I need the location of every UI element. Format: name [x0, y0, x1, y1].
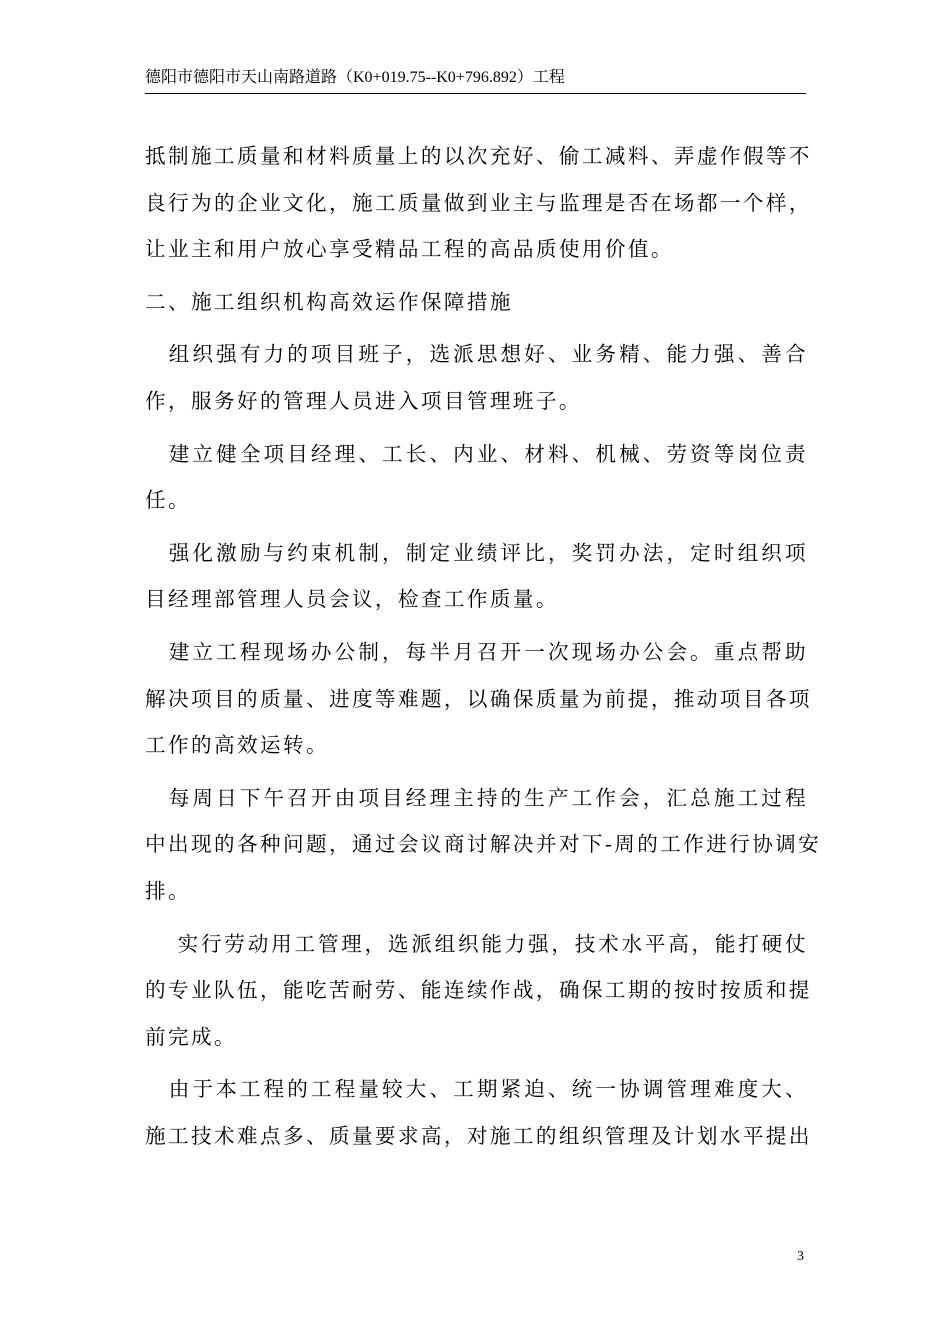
text-line: 良行为的企业文化，施工质量做到业主与监理是否在场都一个样，: [145, 190, 812, 215]
text-line: 前完成。: [145, 1024, 237, 1049]
paragraph-incentive: [145, 530, 808, 623]
text-line: 目经理部管理人员会议，检查工作质量。: [145, 587, 559, 612]
text-line: 强化激励与约束机制，制定业绩评比，奖罚办法，定时组织项: [145, 540, 808, 565]
text-line: 实行劳动用工管理，选派组织能力强，技术水平高，能打硬仗: [145, 931, 808, 956]
paragraph-project-team: [145, 331, 808, 424]
section-heading: [145, 279, 808, 326]
paragraph-weekly-meeting: [145, 775, 822, 915]
paragraph-labor-management: [145, 921, 812, 1061]
text-line: 解决项目的质量、进度等难题，以确保质量为前提，推动项目各项: [145, 686, 812, 711]
paragraph-project-difficulty: [145, 1066, 812, 1159]
header-title: 德阳市德阳市天山南路道路（K0+019.75--K0+796.892）工程: [145, 69, 565, 86]
text-line: 的专业队伍，能吃苦耐劳、能连续作战，确保工期的按时按质和提: [145, 978, 812, 1003]
text-line: 每周日下午召开由项目经理主持的生产工作会，汇总施工过程: [145, 785, 808, 810]
text-line: 施工技术难点多、质量要求高，对施工的组织管理及计划水平提出: [145, 1123, 812, 1148]
text-line: 组织强有力的项目班子，选派思想好、业务精、能力强、善合: [145, 342, 808, 367]
text-line: 建立健全项目经理、工长、内业、材料、机械、劳资等岗位责: [145, 441, 808, 466]
text-line: 抵制施工质量和材料质量上的以次充好、偷工减料、弄虚作假等不: [145, 144, 812, 168]
text-line: 任。: [145, 488, 191, 513]
paragraph-quality-culture: [145, 133, 812, 273]
document-body: [145, 133, 822, 1159]
paragraph-site-office: [145, 629, 812, 769]
page-number: 3: [797, 1249, 804, 1264]
text-line: 工作的高效运转。: [145, 733, 329, 758]
page-header: [145, 66, 806, 94]
text-line: 作，服务好的管理人员进入项目管理班子。: [145, 388, 582, 413]
section-heading-text: 二、施工组织机构高效运作保障措施: [145, 289, 513, 314]
paragraph-responsibility: [145, 431, 808, 524]
text-line: 排。: [145, 878, 191, 903]
text-line: 让业主和用户放心享受精品工程的高品质使用价值。: [145, 237, 674, 262]
text-line: 建立工程现场办公制，每半月召开一次现场办公会。重点帮助: [145, 639, 808, 664]
text-line: 中出现的各种问题，通过会议商讨解决并对下-周的工作进行协调安: [145, 832, 822, 857]
text-line: 由于本工程的工程量较大、工期紧迫、统一协调管理难度大、: [145, 1077, 808, 1102]
